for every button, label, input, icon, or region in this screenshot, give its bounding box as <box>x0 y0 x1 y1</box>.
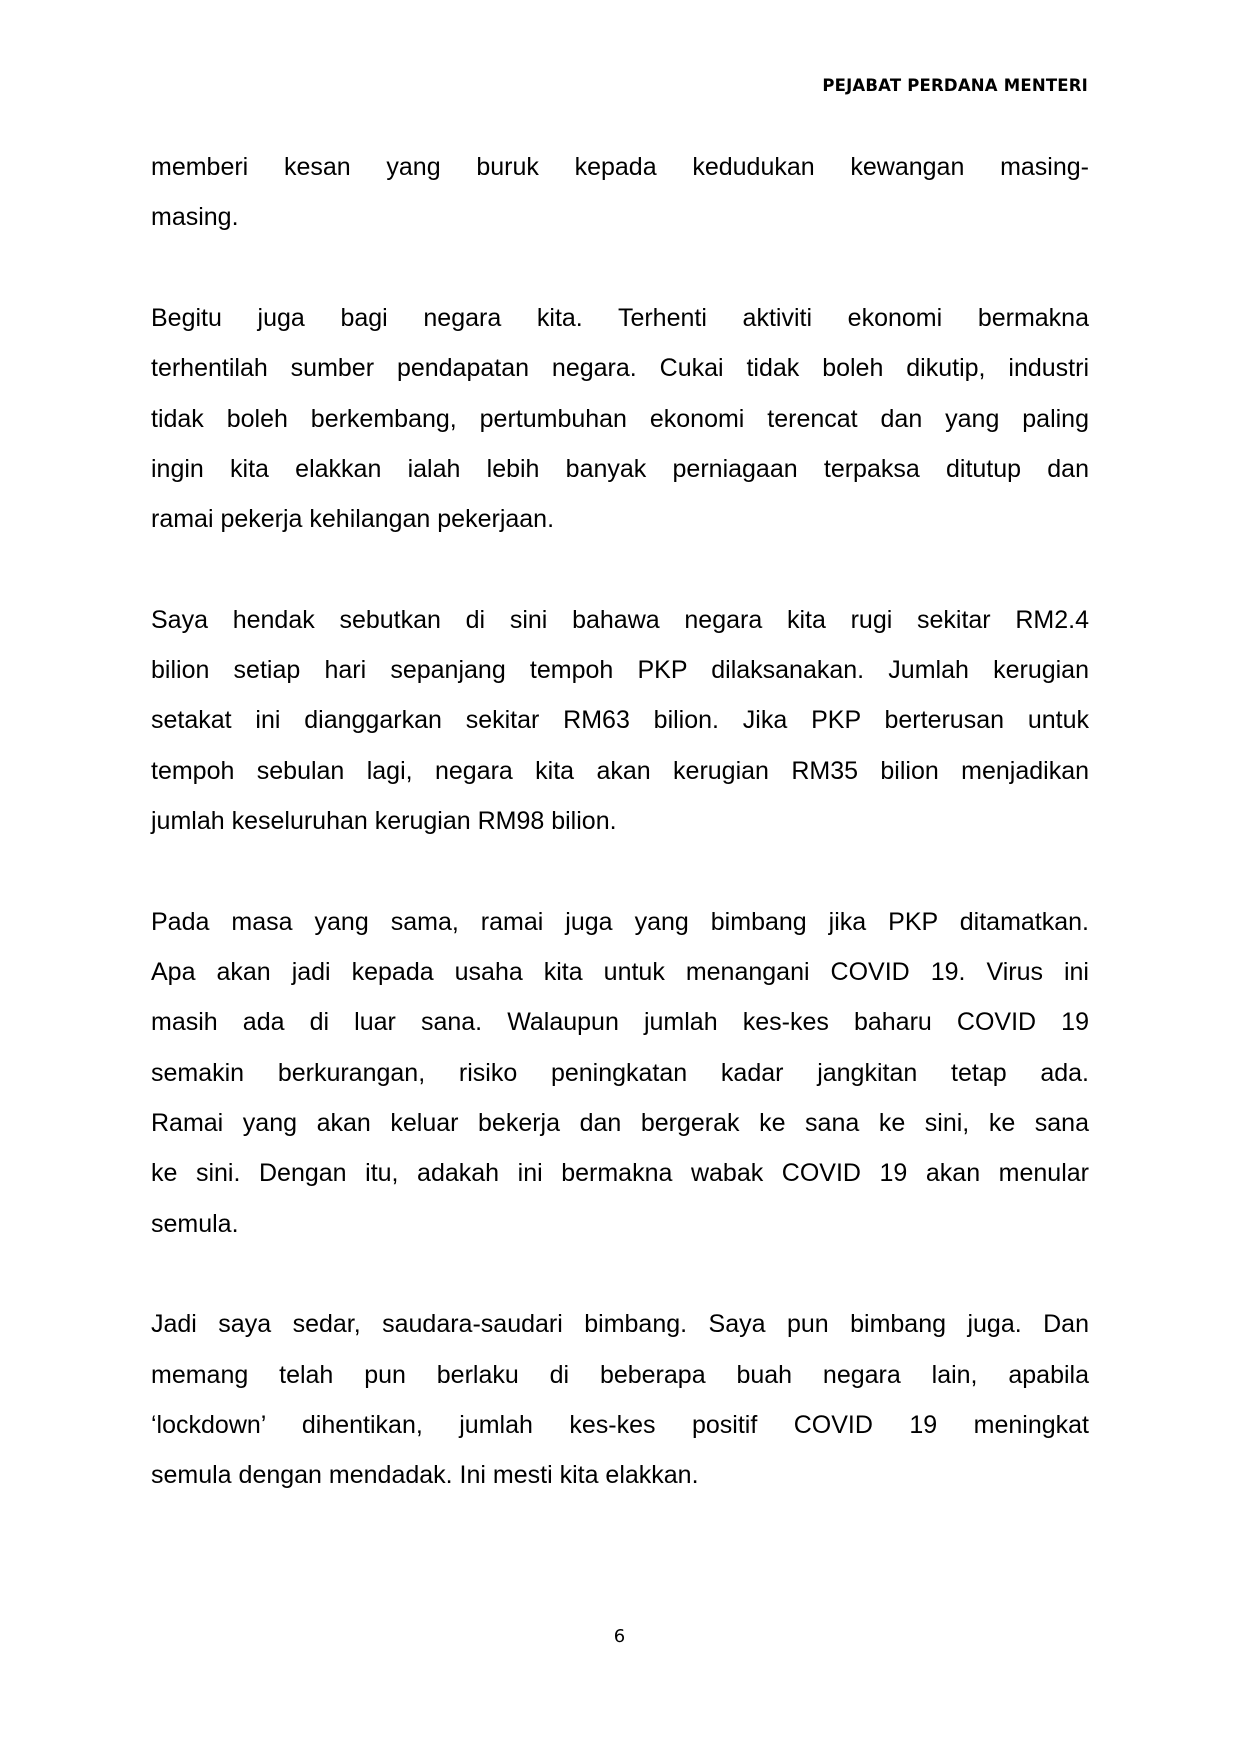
text-line: Jadi saya sedar, saudara-saudari bimbang. Saya pun bimbang juga. Dan <box>151 1310 1089 1338</box>
text-line: ingin kita elakkan ialah lebih banyak perniagaan terpaksa ditutup dan <box>151 455 1089 483</box>
text-line: tidak boleh berkembang, pertumbuhan ekonomi terencat dan yang paling <box>151 405 1089 433</box>
text-line: setakat ini dianggarkan sekitar RM63 bilion. Jika PKP berterusan untuk <box>151 706 1089 734</box>
text-line: semakin berkurangan, risiko peningkatan kadar jangkitan tetap ada. <box>151 1059 1089 1087</box>
text-line: semula. <box>151 1210 239 1238</box>
text-line: memang telah pun berlaku di beberapa buah negara lain, apabila <box>151 1361 1089 1389</box>
text-line: masing. <box>151 203 239 231</box>
text-line: tempoh sebulan lagi, negara kita akan kerugian RM35 bilion menjadikan <box>151 757 1089 785</box>
text-line: Ramai yang akan keluar bekerja dan bergerak ke sana ke sini, ke sana <box>151 1109 1089 1137</box>
text-line: jumlah keseluruhan kerugian RM98 bilion. <box>151 807 617 835</box>
text-line: masih ada di luar sana. Walaupun jumlah kes-kes baharu COVID 19 <box>151 1008 1089 1036</box>
text-line: Begitu juga bagi negara kita. Terhenti aktiviti ekonomi bermakna <box>151 304 1089 332</box>
text-line: semula dengan mendadak. Ini mesti kita elakkan. <box>151 1461 699 1489</box>
text-line: Apa akan jadi kepada usaha kita untuk menangani COVID 19. Virus ini <box>151 958 1089 986</box>
text-line: ke sini. Dengan itu, adakah ini bermakna wabak COVID 19 akan menular <box>151 1159 1089 1187</box>
text-line: terhentilah sumber pendapatan negara. Cukai tidak boleh dikutip, industri <box>151 354 1089 382</box>
text-line: bilion setiap hari sepanjang tempoh PKP dilaksanakan. Jumlah kerugian <box>151 656 1089 684</box>
text-line: ‘lockdown’ dihentikan, jumlah kes-kes positif COVID 19 meningkat <box>151 1411 1089 1439</box>
text-line: memberi kesan yang buruk kepada kedudukan kewangan masing- <box>151 153 1089 181</box>
text-line: Pada masa yang sama, ramai juga yang bimbang jika PKP ditamatkan. <box>151 908 1089 936</box>
document-header: PEJABAT PERDANA MENTERI <box>822 76 1088 95</box>
text-line: Saya hendak sebutkan di sini bahawa negara kita rugi sekitar RM2.4 <box>151 606 1089 634</box>
text-line: ramai pekerja kehilangan pekerjaan. <box>151 505 555 533</box>
page-number: 6 <box>613 1626 626 1647</box>
